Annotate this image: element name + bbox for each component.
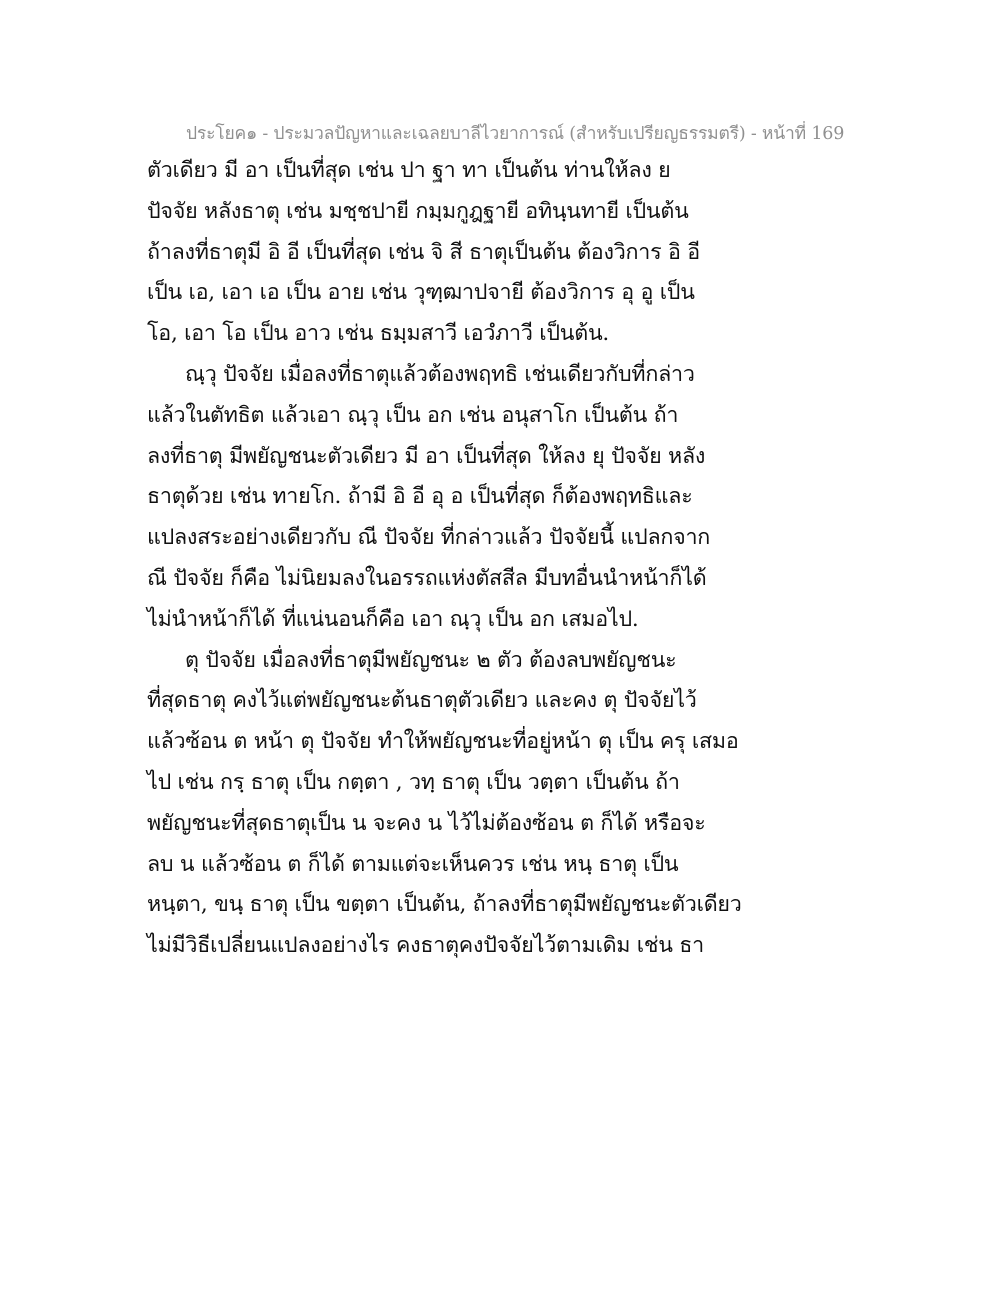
text-line: ลงที่ธาตุ มีพยัญชนะตัวเดียว มี อา เป็นที่สุด ให้ลง ยุ ปัจจัย หลัง: [147, 443, 706, 469]
text-line: ถ้าลงที่ธาตุมี อิ อี เป็นที่สุด เช่น จิ สี ธาตุเป็นต้น ต้องวิการ อิ อี: [147, 239, 700, 265]
text-line: ไม่มีวิธีเปลี่ยนแปลงอย่างไร คงธาตุคงปัจจัยไว้ตามเดิม เช่น ธา: [147, 933, 704, 959]
text-line: ตัวเดียว มี อา เป็นที่สุด เช่น ปา ฐา ทา เป็นต้น ท่านให้ลง ย: [147, 158, 671, 183]
text-line: ณี ปัจจัย ก็คือ ไม่นิยมลงในอรรถแห่งตัสสีล มีบทอื่นนำหน้าก็ได้: [147, 565, 707, 591]
text-line: เป็น เอ, เอา เอ เป็น อาย เช่น วุฑฺฒาปจายี ต้องวิการ อุ อู เป็น: [147, 280, 695, 306]
running-header: ประโยค๑ - ประมวลปัญหาและเฉลยบาลีไวยาการณ์ (สำหรับเปรียญธรรมตรี) - หน้าที่ 169: [186, 124, 845, 144]
text-line: แล้วซ้อน ต หน้า ตุ ปัจจัย ทำให้พยัญชนะที่อยู่หน้า ตุ เป็น ครุ เสมอ: [147, 729, 739, 755]
text-line: ณฺวุ ปัจจัย เมื่อลงที่ธาตุแล้วต้องพฤทธิ เช่นเดียวกับที่กล่าว: [185, 361, 695, 387]
text-line: แปลงสระอย่างเดียวกับ ณี ปัจจัย ที่กล่าวแล้ว ปัจจัยนี้ แปลกจาก: [147, 525, 711, 551]
text-line: ไป เช่น กรฺ ธาตุ เป็น กตฺตา , วทฺ ธาตุ เป็น วตฺตา เป็นต้น ถ้า: [147, 769, 680, 795]
text-line: ไม่นำหน้าก็ได้ ที่แน่นอนก็คือ เอา ณฺวุ เป็น อก เสมอไป.: [147, 606, 639, 632]
text-line: แล้วในตัทธิต แล้วเอา ณฺวุ เป็น อก เช่น อนุสาโก เป็นต้น ถ้า: [147, 402, 679, 428]
text-line: ที่สุดธาตุ คงไว้แต่พยัญชนะต้นธาตุตัวเดียว และคง ตุ ปัจจัยไว้: [147, 688, 697, 714]
text-line: ธาตุด้วย เช่น ทายโก. ถ้ามี อิ อี อุ อ เป็นที่สุด ก็ต้องพฤทธิและ: [147, 484, 693, 510]
text-line: ตุ ปัจจัย เมื่อลงที่ธาตุมีพยัญชนะ ๒ ตัว ต้องลบพยัญชนะ: [185, 647, 677, 673]
body-text: [147, 151, 837, 967]
text-line: พยัญชนะที่สุดธาตุเป็น น จะคง น ไว้ไม่ต้องซ้อน ต ก็ได้ หรือจะ: [147, 810, 706, 836]
text-line: หนฺตา, ขนฺ ธาตุ เป็น ขตฺตา เป็นต้น, ถ้าลงที่ธาตุมีพยัญชนะตัวเดียว: [147, 892, 742, 918]
text-line: ลบ น แล้วซ้อน ต ก็ได้ ตามแต่จะเห็นควร เช่น หนฺ ธาตุ เป็น: [147, 851, 679, 877]
text-line: โอ, เอา โอ เป็น อาว เช่น ธมฺมสาวี เอวํภาวี เป็นต้น.: [147, 321, 609, 347]
text-line: ปัจจัย หลังธาตุ เช่น มชฺชปายี กมฺมกูฎฐายี อทินฺนทายี เป็นต้น: [147, 198, 689, 224]
